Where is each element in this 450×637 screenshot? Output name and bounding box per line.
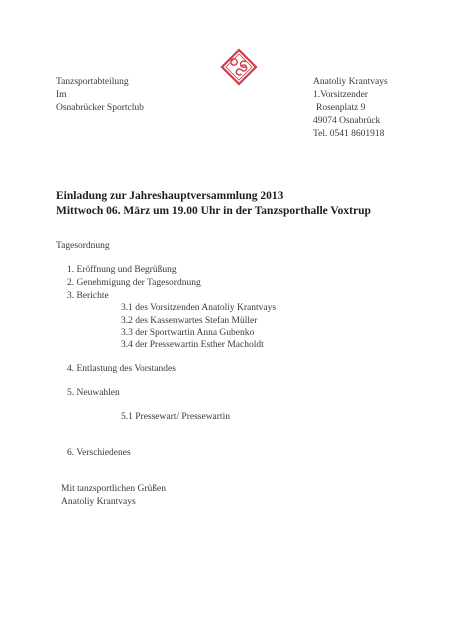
agenda-item-6: 6. Verschiedenes bbox=[67, 448, 131, 458]
agenda-subitem-3-1: 3.1 des Vorsitzenden Anatoliy Krantvays bbox=[121, 303, 277, 313]
club-logo-icon bbox=[220, 48, 258, 86]
agenda-subitem-5-1: 5.1 Pressewart/ Pressewartin bbox=[121, 412, 230, 422]
contact-city: 49074 Osnabrück bbox=[313, 116, 381, 126]
agenda-item-5: 5. Neuwahlen bbox=[67, 388, 120, 398]
closing-signature-name: Anatoliy Krantvays bbox=[61, 497, 136, 507]
agenda-item-3: 3. Berichte bbox=[67, 291, 109, 301]
agenda-subitem-3-2: 3.2 des Kassenwartes Stefan Müller bbox=[121, 316, 258, 326]
invitation-date-location: Mittwoch 06. März um 19.00 Uhr in der Tanzsporthalle Voxtrup bbox=[56, 205, 371, 217]
contact-role: 1.Vorsitzender bbox=[313, 90, 368, 100]
sender-line-club: Osnabrücker Sportclub bbox=[56, 103, 144, 113]
sender-line-department: Tanzsportabteilung bbox=[56, 77, 129, 87]
agenda-subitem-3-4: 3.4 der Pressewartin Esther Macholdt bbox=[121, 340, 264, 350]
invitation-title: Einladung zur Jahreshauptversammlung 2013 bbox=[56, 190, 284, 202]
contact-phone: Tel. 0541 8601918 bbox=[313, 129, 385, 139]
agenda-heading: Tagesordnung bbox=[56, 241, 110, 251]
agenda-item-2: 2. Genehmigung der Tagesordnung bbox=[67, 278, 201, 288]
agenda-item-4: 4. Entlastung des Vorstandes bbox=[67, 364, 176, 374]
contact-street: Rosenplatz 9 bbox=[316, 103, 366, 113]
agenda-item-1: 1. Eröffnung und Begrüßung bbox=[67, 265, 177, 275]
contact-name: Anatoliy Krantvays bbox=[313, 77, 388, 87]
sender-line-im: Im bbox=[56, 90, 67, 100]
agenda-subitem-3-3: 3.3 der Sportwartin Anna Gubenko bbox=[121, 328, 255, 338]
closing-greeting: Mit tanzsportlichen Grüßen bbox=[61, 484, 167, 494]
